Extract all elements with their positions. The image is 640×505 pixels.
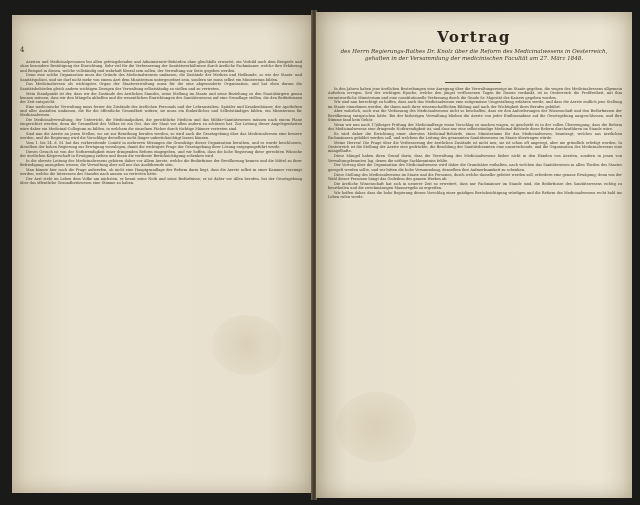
paragraph: Der Vortrag über die Organisation des Medicinalwesens wird daher die Grundsätze enthalten, nach welchen das Sanitätswesen in allen Theilen des Staates geregelt werden sollte, und wir bitten die hohe Versammlung, denselben ihre Aufmerksamkeit zu schenken. xyxy=(328,163,622,172)
paragraph: Wenn wir nun nach 17jähriger Prüfung der Medicinalfrage einen Vorschlag zu machen wagen, so geschieht es in der vollen Überzeugung, dass die Reform des Medicinalwesens eine dringende Nothwendigkeit ist, und dass nur eine selbstständige Medicinal-Behörde diese Reform durchzuführen im Stande wäre. xyxy=(328,122,622,132)
title-divider xyxy=(445,82,501,83)
paragraph: Wir hoffen daher, dass die hohe Regierung diesen Vorschlag einer gnädigen Berücksichtigung würdigen und die Reform des Medicinalwesens recht bald ins Leben rufen werde. xyxy=(328,190,622,199)
paragraph: Diese Mängel haben ihren Grund darin, dass die Verwaltung des Medicinalwesens bisher nicht in den Händen von Aerzten, sondern in jenen von Verwaltungsbeamten lag, denen die nöthige Sachkenntniss fehlte. xyxy=(328,154,622,163)
paragraph: Die ärztliche Wissenschaft hat sich in neuerer Zeit so erweitert, dass nur Fachmänner im Stande sind, die Bedürfnisse des Sanitätswesens richtig zu beurtheilen und die zweckmässigen Maassregeln zu ergreifen. xyxy=(328,181,622,190)
page-number: 4 xyxy=(20,46,25,54)
paragraph: Es wird daher die Errichtung einer obersten Medicinal-Behörde, eines Ministeriums für das Medicinalwesen, beantragt, welches aus ärztlichen Fachmännern gebildet werden soll, und welchem die Leitung des gesammten Sanitätswesens im Staate übertragen würde. xyxy=(328,131,622,141)
paragraph: Diese Stellung des Medicinalwesens im Staate und die Personen, durch welche dasselbe geleitet werden soll, erfordern eine genaue Erwägung; denn von der Wahl dieser Personen hängt das Gedeihen des ganzen Werkes ab. xyxy=(328,172,622,181)
paragraph: Mein Standpunkt ist der, dass wir die Zustände des ärztlichen Standes, seine Stellung im Staate und seine Beziehung zu den Staatsbürgern genau kennen müssen; dass wir den Mängeln abhelfen und die wesentlichen Einrichtungen des Sanitätswesens auf eine Grundlage stellen, die den Bedürfnissen der Zeit entspricht. xyxy=(20,91,302,105)
paragraph: Der Arzt steht im Leben dem Volke am nächsten, er kennt seine Noth und seine Bedürfnisse; er ist daher vor Allen berufen, bei der Gesetzgebung über das öffentliche Gesundheitswesen eine Stimme zu haben. xyxy=(20,177,302,186)
left-page-text-column xyxy=(20,60,302,186)
paragraph: Die Medicinalverwaltung, der Unterricht, die Medicinalpolizei, die gerichtliche Medicin und das Militär-Sanitätswesen müssen nach einem Plane eingerichtet werden; denn die Gesundheit des Volkes ist ein Gut, das der Staat vor allen andern zu schützen hat. Zur Leitung dieser Angelegenheiten wäre daher ein Medicinal-Collegium zu bilden, in welchem die einzelnen Fächer durch tüchtige Männer vertreten sind. xyxy=(20,118,302,131)
paragraph: Meine Herren! Die Frage über die Verbesserung der ärztlichen Zustände ist nicht neu; sie ist schon oft angeregt, aber nie gründlich erledigt worden. In Oesterreich ist die Stellung der Aerzte eine gedrückte, die Besoldung der Sanitätsbeamten eine unzureichende, und die Organisation des Medicinalwesens eine mangelhafte. xyxy=(328,140,622,154)
paragraph: In die oberste Leitung des Medicinalwesens gehören daher vor Allem Aerzte, welche die Bedürfnisse der Bevölkerung kennen und die Mittel zu ihrer Befriedigung anzugeben wissen; die Verwaltung aber soll nur das Ausführende sein. xyxy=(20,158,302,168)
paragraph: Dieses Gesuch ist von der Nothwendigkeit einer dringenden Reform eingegeben, und wir hoffen, dass die hohe Regierung diese gerechten Wünsche der ärztlichen Körperschaft in Erwägung ziehen und ihnen die verdiente Berücksichtigung schenken wird. xyxy=(20,149,302,158)
paragraph: Man könnte hier noch die Frage aufwerfen, ob nicht eine Hauptgrundlage der Reform darin liegt, dass die Aerzte selbst in einer Kammer vereinigt werden, welche die Interessen des Standes nach aussen zu vertreten hätte. xyxy=(20,167,302,177)
paragraph: Aerzten und Medicinalpersonen bei allen gefetzgebenden und Administrativ-Behörden ohne gleichfalls erwartet, ein Vorbild nach dem Beispiele und ohne besondere Bestätigung der Einrichtung. Sehr viel für die Verbesserung der Sanitätsverhältnisse durch ärztliche Fachmänner, welche ihre Erfahrung und Beispiel in diesen, welche vollständig und wahrhaft liberal sein sollen, der Verwaltung zur Seite gegeben werden. xyxy=(20,60,302,73)
paper-stain xyxy=(212,315,282,375)
document-subtitle: des Herrn Regierungs-Rathes Dr. Knolz über die Reform des Medicinalwesens in Oesterreich, gehalten in der Versammlung der medicinischen Facultät am 27. März 1848. xyxy=(340,49,608,62)
document-title: Vortrag xyxy=(437,28,511,46)
paper-stain xyxy=(336,392,416,462)
paragraph: Aber wahrlich, noch war die Verfassung des Medicinalwesens nicht so beschaffen, dass sie den Anforderungen der Wissenschaft und den Bedürfnissen der Bevölkerung entsprochen hätte. Bei der bisherigen Verwaltung blieben die Aerzte von jeder Einflussnahme auf die Gesetzgebung ausgeschlossen, und ihre Stimme fand kein Gehör. xyxy=(328,109,622,122)
paragraph: Vom 1. bis 14. d. M. hat das vorbereitende Comité in mehreren Sitzungen die Grundzüge dieser Organisation berathen, und es wurde beschlossen, dieselben der hohen Regierung zur Erwägung vorzulegen, damit die wichtigste Frage der Gesetzgebung ihrer Lösung entgegengeführt werde. xyxy=(20,140,302,149)
paragraph: Eine medicinische Verwaltung muss ferner die Zustände des ärztlichen Personals und der Lehranstalten, Spitäler und Krankenhäuser, der Apotheken und aller Anstalten umfassen, die für die öffentliche Gesundheit wirken; sie muss ein Einheitliches und Selbstständiges bilden, ein Ministerium für Medicinalwesen. xyxy=(20,104,302,118)
right-page xyxy=(316,12,632,498)
paragraph: In den Jahren haben jene ärztlichen Bestrebungen eine Anregung über die Verwaltungszweige im Staate gegeben, die wegen des Medicinalwesens allgemein Aufsehen erregen. Seit der wichtigen Epoche, welche den jüngst verflossenen Tagen ihr Dasein verdankt, ist in Oesterreich die Preßfreiheit, mit ihm verantwortliche Ministerium und eine constitutionelle Verfassung durch die Gnade Sr. Majestät des Kaisers gegeben worden. xyxy=(328,87,622,100)
paragraph: Denn eine solche Organisation muss die Gründe des Medicinalwesens umfassen, die Zustände der Medicin und Heilkunde, so wie der Staats- und Sanitätspolizei, und sie darf nicht mehr von einem Arzt dem Ministerium untergeordnet sein, sondern sie muss selbst ein Ministerium bilden. xyxy=(20,73,302,82)
right-page-text-column xyxy=(328,87,622,200)
paragraph: Wir sind nun berechtigt zu hoffen, dass auch das Medicinalwesen eine zeitgemässe Umgestaltung erfahren werde, und dass die Aerzte endlich jene Stellung im Staate einnehmen werden, die ihnen nach ihrer wissenschaftlichen Bildung und nach der Wichtigkeit ihres Berufes gebührt. xyxy=(328,100,622,109)
paragraph: Sind nun die Aerzte an jenen Stellen, wo sie zur Berathung berufen werden, so wird auch die Gesetzgebung über das Medicinalwesen eine bessere werden, und die Regierung wird die Vorschläge derselben nicht länger unberücksichtigt lassen können. xyxy=(20,131,302,140)
paragraph: Das Medicinalwesen als wichtigstes Organ der Staatsverwaltung muss für die eine abgesonderte Organisation, und hat eben darum die Sanitätsbehörden gleich andern wichtigen Zweigen der Verwaltung selbstständig zu stellen und zu vertreten. xyxy=(20,82,302,91)
